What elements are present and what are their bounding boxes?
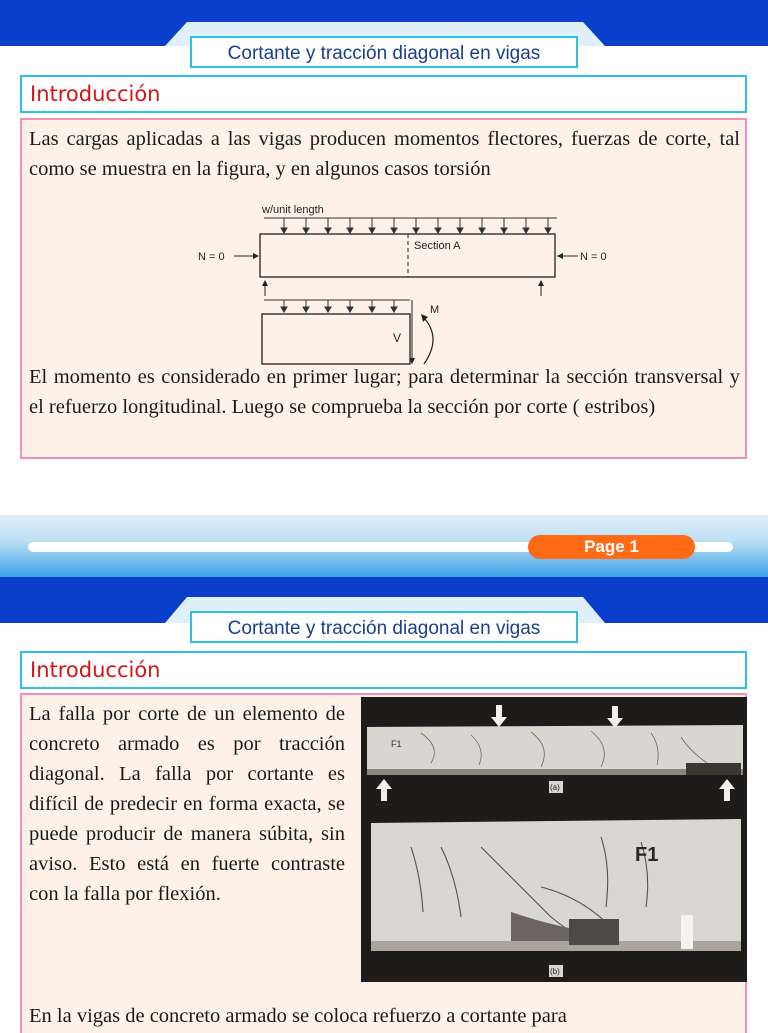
section-label: Section A <box>414 240 461 252</box>
slide-title: Cortante y tracción diagonal en vigas <box>190 611 578 643</box>
content-box <box>20 693 747 1033</box>
distributed-load-arrows <box>281 218 551 233</box>
page-number-badge: Page 1 <box>528 535 695 559</box>
slide-title: Cortante y tracción diagonal en vigas <box>190 36 578 68</box>
moment-label: M <box>430 304 440 316</box>
conclusion-paragraph: El momento es considerado en primer lugar; para determinar la sección transversal y el refuerzo longitudinal. Luego se comprueba la sección por corte ( estribos) <box>29 366 740 418</box>
photo-label-b: (b) <box>550 967 560 976</box>
beam-failure-photo <box>361 697 747 982</box>
photo-label-a: (a) <box>550 783 560 792</box>
intro-paragraph: Las cargas aplicadas a las vigas producen momentos flectores, fuerzas de corte, tal como se muestra en la figura, y en algunos casos torsión <box>29 128 740 180</box>
section-heading: Introducción <box>20 651 747 689</box>
beam-segment <box>262 314 410 364</box>
slide-2 <box>0 577 768 1027</box>
section-heading: Introducción <box>20 75 747 113</box>
reinforcement-paragraph: En la vigas de concreto armado se coloca refuerzo a cortante para <box>29 1005 567 1027</box>
beam-diagram <box>22 196 749 376</box>
photo-tag-f1-small: F1 <box>391 739 402 749</box>
page-footer <box>0 515 768 577</box>
load-label: w/unit length <box>262 204 324 216</box>
n-left-label: N = 0 <box>198 251 225 263</box>
slide-1 <box>0 0 768 515</box>
n-right-label: N = 0 <box>580 251 607 263</box>
photo-tag-f1-large: F1 <box>635 844 659 866</box>
shear-label: V <box>393 331 402 345</box>
shear-failure-paragraph: La falla por corte de un elemento de concreto armado es por tracción diagonal. La falla por cortante es difícil de predecir en forma exacta, se puede producir de manera súbita, sin aviso. Esto está en fuerte contraste con la falla por flexión. <box>29 703 345 905</box>
content-box <box>20 118 747 459</box>
